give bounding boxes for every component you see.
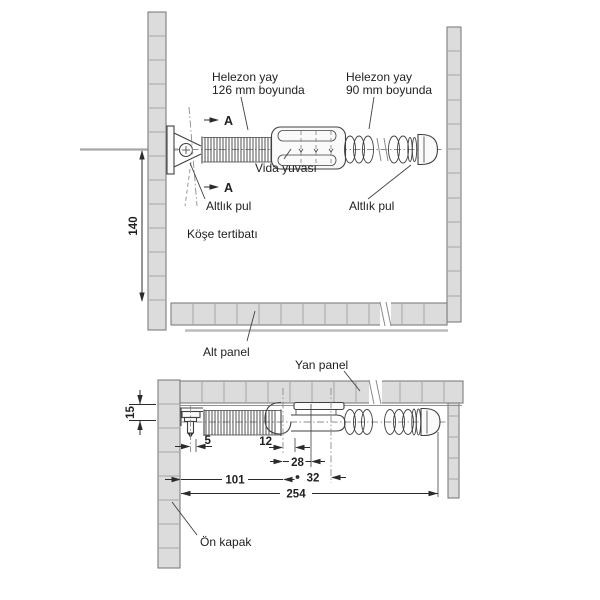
bottom-view (125, 358, 463, 568)
top-view (80, 12, 461, 359)
label-helezon-yay-90-line1: Helezon yay (346, 70, 413, 84)
panel-left-top-view (148, 12, 166, 330)
end-cap-bottom (421, 409, 440, 436)
panel-right-top-view (447, 27, 461, 322)
section-marker-a-bottom: A (224, 181, 234, 195)
panel-front-on-kapak (158, 380, 180, 568)
label-helezon-yay-90-line2: 90 mm boyunda (346, 83, 433, 97)
dim-140 (128, 150, 145, 302)
panel-right-bottom-view (448, 396, 459, 498)
dim-32-value: 32 (306, 472, 320, 485)
label-altlik-pul-left: Altlık pul (206, 199, 252, 213)
panel-side-yan-panel (180, 378, 463, 406)
dim-254-value: 254 (286, 488, 306, 501)
dim-28 (270, 457, 325, 469)
dim-254 (181, 489, 438, 501)
spring-126mm-bottom (204, 410, 281, 437)
section-marker-a-top: A (224, 114, 234, 128)
mounting-lever (265, 403, 345, 435)
dim-15-value: 15 (125, 406, 137, 419)
center-point-dot (296, 475, 300, 479)
leader-spring90 (369, 97, 374, 129)
dim-101-value: 101 (225, 474, 245, 487)
spring-126mm (203, 137, 281, 164)
label-vida-yuvasi: Vida yuvası (255, 161, 317, 175)
leader-altlik-pul-left (190, 163, 205, 199)
dim-5-value: 5 (204, 435, 211, 447)
label-altlik-pul-right: Altlık pul (349, 199, 395, 213)
label-yan-panel: Yan panel (295, 358, 349, 372)
dim-5 (175, 435, 212, 449)
dim-28-value: 28 (291, 457, 304, 469)
label-helezon-yay-126-line2: 126 mm boyunda (212, 83, 305, 97)
leader-spring126 (241, 97, 248, 130)
bracket-plate (167, 126, 174, 174)
corner-bracket (167, 126, 202, 174)
label-on-kapak: Ön kapak (200, 535, 252, 549)
dim-15 (125, 390, 156, 435)
dim-12 (259, 436, 310, 450)
end-cap (418, 135, 438, 165)
label-helezon-yay-126-line1: Helezon yay (212, 70, 279, 84)
panel-bottom-top-view (171, 300, 448, 331)
label-alt-panel: Alt panel (203, 345, 250, 359)
label-kose-tertibati: Köşe tertibatı (187, 227, 258, 241)
dim-101 (165, 475, 295, 487)
panel-break-gap (380, 300, 391, 327)
leader-altlik-pul-right (368, 165, 411, 199)
dim-12-value: 12 (259, 436, 272, 448)
dim-32 (296, 473, 346, 485)
dim-140-value: 140 (128, 216, 140, 236)
